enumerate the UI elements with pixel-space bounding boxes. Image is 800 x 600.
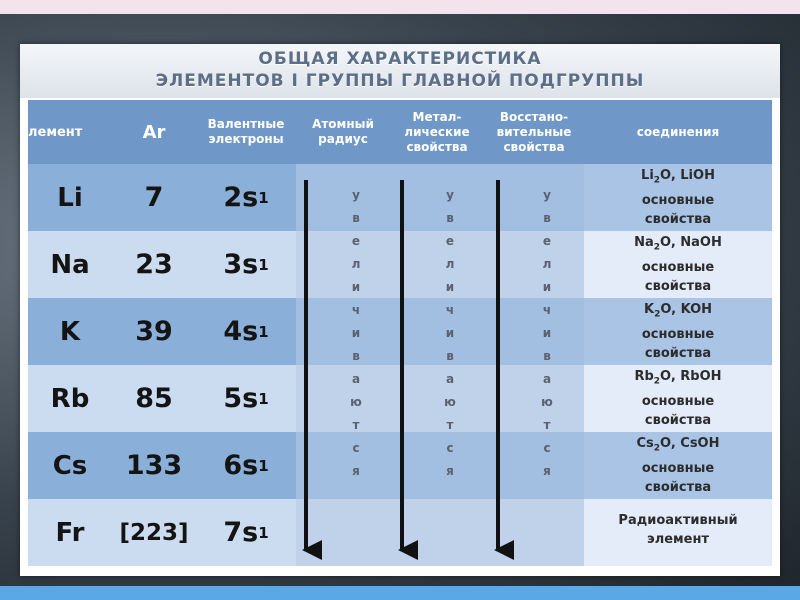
trend-letter: с: [352, 441, 360, 455]
background-top-strip: [0, 0, 800, 14]
trend-letter: и: [542, 280, 552, 294]
trend-letter: я: [446, 464, 454, 478]
valence-count: 1: [258, 523, 269, 542]
trend-letter: я: [352, 464, 360, 478]
compound-formula: $Cs_2O$, CsOH: [636, 436, 720, 454]
compound-desc-line: основные: [641, 460, 715, 476]
trend-letter: е: [351, 234, 361, 248]
valence-orbital: 4s: [223, 316, 259, 347]
valence-orbital: 5s: [223, 383, 259, 414]
trend-letter: т: [446, 418, 454, 432]
valence-orbital: 6s: [223, 450, 259, 481]
trend-letter: л: [351, 257, 361, 271]
atomic-mass: 39: [135, 316, 173, 347]
compound-desc-line: свойства: [644, 278, 712, 294]
element-symbol: Na: [50, 249, 90, 280]
title-line-1: ОБЩАЯ ХАРАКТЕРИСТИКА: [258, 49, 542, 69]
header-metallic: Метал-лические свойства: [390, 100, 484, 164]
atomic-mass: 85: [135, 383, 173, 414]
trend-letter: и: [351, 280, 361, 294]
element-symbol: Rb: [50, 383, 90, 414]
element-symbol: Fr: [55, 517, 85, 548]
trend-letter: а: [351, 372, 361, 386]
valence-orbital: 2s: [223, 182, 259, 213]
trend-letter: в: [543, 349, 551, 363]
trend-letter: ю: [541, 395, 553, 409]
trend-letter: ч: [351, 303, 361, 317]
compound-desc-line: основные: [641, 259, 715, 275]
valence-count: 1: [258, 456, 269, 475]
atomic-mass: 7: [144, 182, 164, 213]
header-element: лемент: [28, 100, 112, 164]
compound-formula: $Na_2O$, NaOH: [634, 235, 722, 253]
header-reducing: Восстано-вительные свойства: [484, 100, 584, 164]
trend-letter: т: [543, 418, 551, 432]
valence-orbital: 7s: [223, 517, 259, 548]
valence-count: 1: [258, 322, 269, 341]
trend-letter: е: [542, 234, 552, 248]
valence-count: 1: [258, 255, 269, 274]
trend-letter: и: [445, 280, 455, 294]
header-ar: Ar: [112, 100, 196, 164]
trend-letter: т: [352, 418, 360, 432]
trend-letter: у: [352, 188, 360, 202]
trend-letter: ю: [444, 395, 456, 409]
trend-letter: а: [445, 372, 455, 386]
trend-letter: в: [446, 211, 454, 225]
trend-letter: ч: [445, 303, 455, 317]
compound-formula: $Li_2O$, LiOH: [641, 168, 715, 186]
compound-desc-line: свойства: [644, 479, 712, 495]
compound-desc-line: свойства: [644, 345, 712, 361]
element-symbol: Li: [57, 182, 83, 213]
trend-letter: л: [542, 257, 552, 271]
atomic-mass: 23: [135, 249, 173, 280]
compound-formula: $K_2O$, KOH: [644, 302, 712, 320]
compound-desc-line: основные: [641, 192, 715, 208]
trend-letter: и: [351, 326, 361, 340]
compound-desc-line: Радиоактивный: [618, 513, 738, 528]
background-bottom-strip: [0, 586, 800, 600]
trend-letter: и: [542, 326, 552, 340]
trend-letter: е: [445, 234, 455, 248]
compound-desc-line: элемент: [646, 532, 709, 547]
trend-letter: ю: [350, 395, 362, 409]
trend-letter: с: [543, 441, 551, 455]
trend-letter: у: [543, 188, 551, 202]
element-symbol: K: [59, 316, 81, 347]
trend-letter: а: [542, 372, 552, 386]
trend-letter: в: [352, 349, 360, 363]
trend-letter: в: [352, 211, 360, 225]
elements-table: [28, 100, 772, 566]
compound-desc-line: свойства: [644, 211, 712, 227]
compound-formula: $Rb_2O$, RbOH: [634, 369, 722, 387]
slide: [20, 44, 780, 576]
compound-desc-line: свойства: [644, 412, 712, 428]
trend-letter: в: [446, 349, 454, 363]
valence-count: 1: [258, 389, 269, 408]
header-compounds: соединения: [584, 100, 772, 164]
valence-count: 1: [258, 188, 269, 207]
trend-letter: и: [445, 326, 455, 340]
atomic-mass: 133: [125, 450, 183, 481]
compound-desc-line: основные: [641, 326, 715, 342]
valence-orbital: 3s: [223, 249, 259, 280]
header-valence: Валентные электроны: [196, 100, 296, 164]
trend-letter: в: [543, 211, 551, 225]
compound-desc-line: основные: [641, 393, 715, 409]
element-symbol: Cs: [52, 450, 88, 481]
trend-letter: у: [446, 188, 454, 202]
title-line-2: ЭЛЕМЕНТОВ I ГРУППЫ ГЛАВНОЙ ПОДГРУППЫ: [155, 71, 645, 91]
title-block: [20, 44, 780, 98]
trend-letter: ч: [542, 303, 552, 317]
atomic-mass: [223]: [119, 519, 189, 546]
header-radius: Атомный радиус: [296, 100, 390, 164]
trend-letter: с: [446, 441, 454, 455]
trend-letter: л: [445, 257, 455, 271]
trend-letter: я: [543, 464, 551, 478]
trend-arrows: [28, 100, 772, 566]
